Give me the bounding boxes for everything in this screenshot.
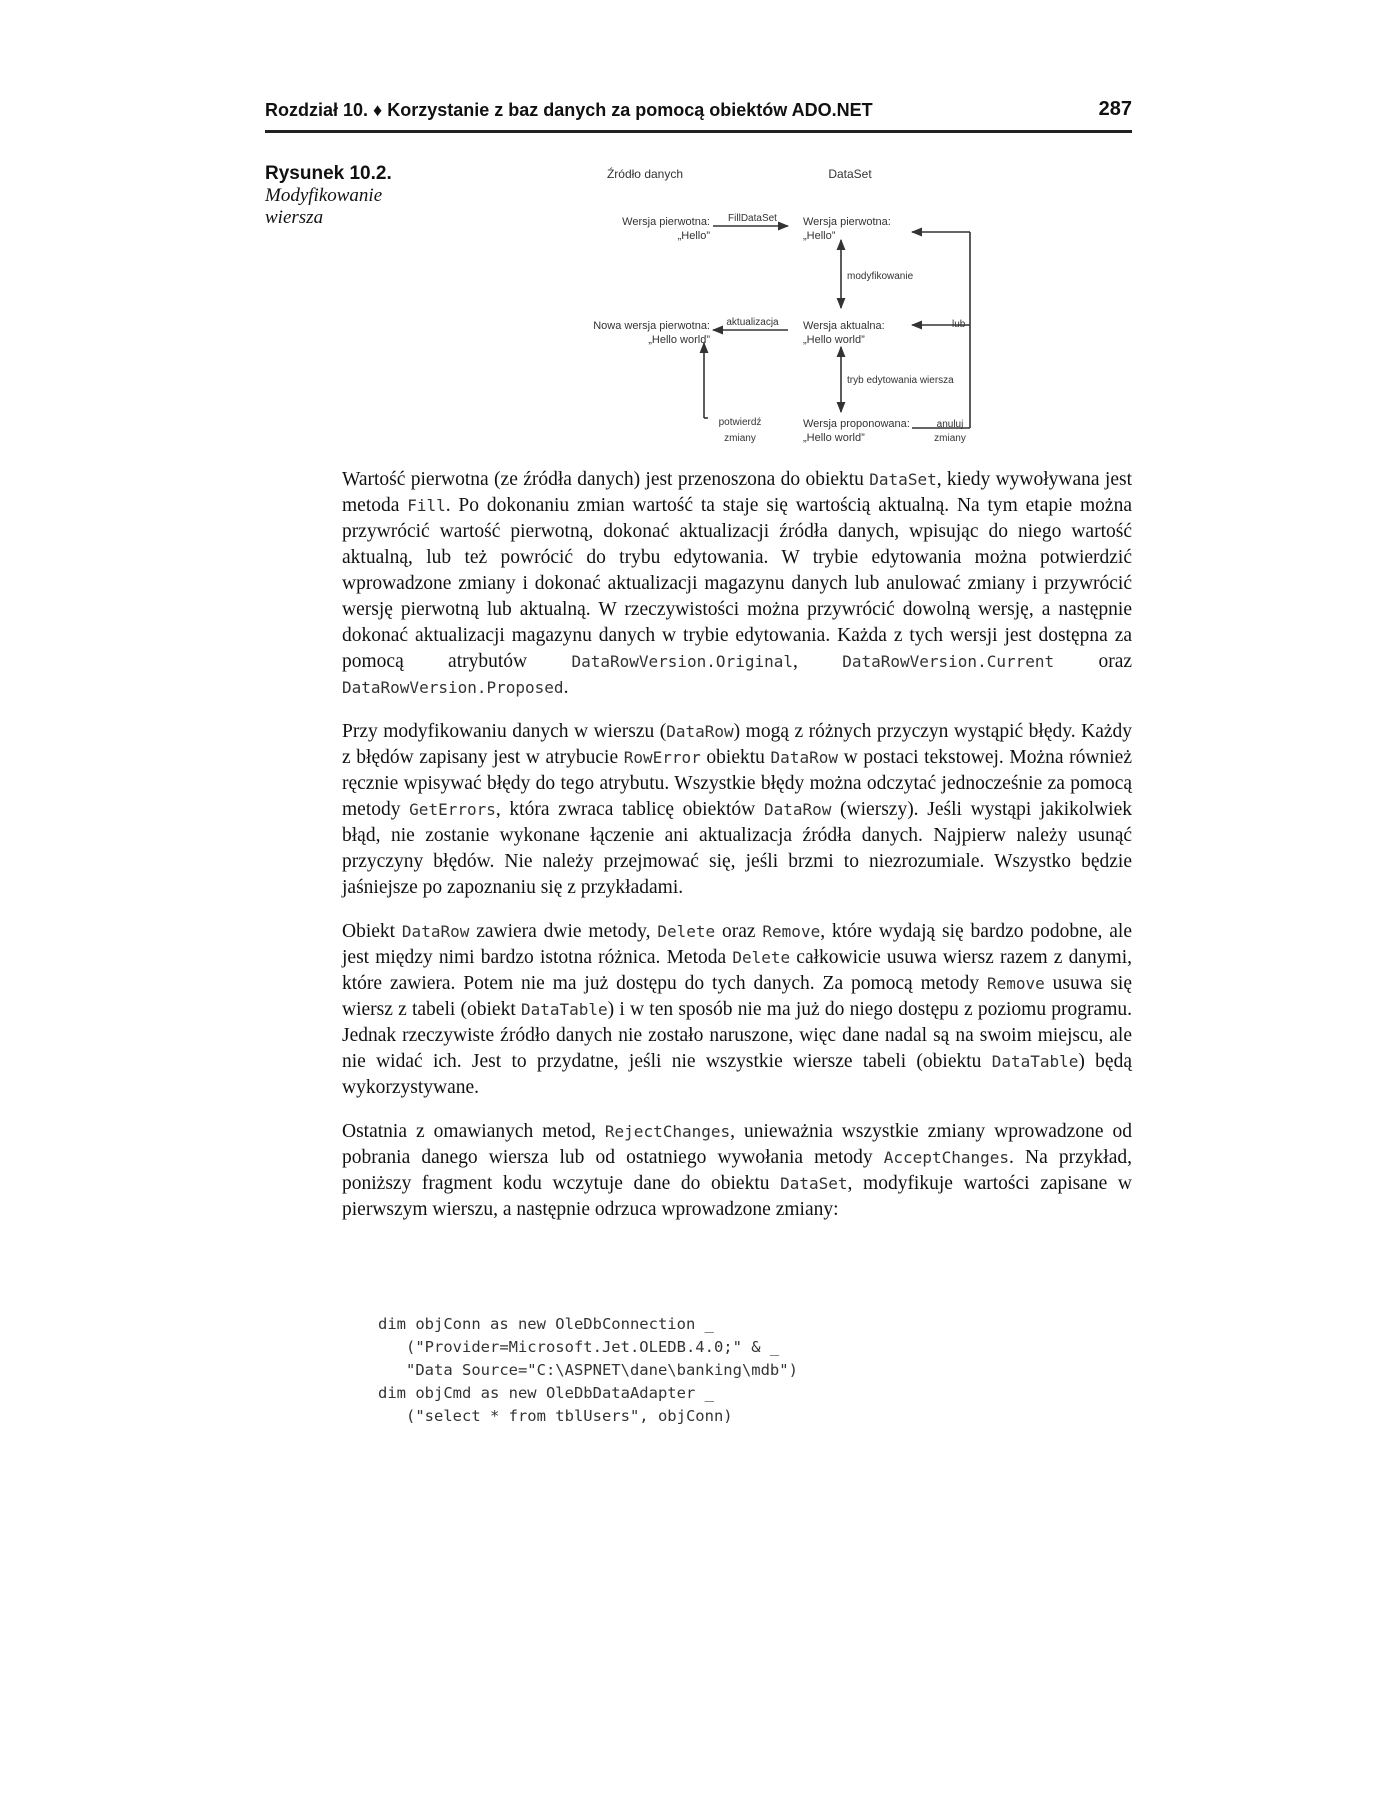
paragraph-4 [342,1119,1132,1223]
inline-code: DataRow [666,722,734,741]
text-run: oraz [715,921,763,942]
code-line: ("Provider=Microsoft.Jet.OLEDB.4.0;" & _ [378,1338,780,1356]
inline-code: Remove [986,974,1045,993]
inline-code: RejectChanges [604,1122,731,1141]
confirm-label-2: zmiany [724,433,756,444]
running-header [265,98,1132,133]
page-number: 287 [1098,98,1132,120]
figure-title: Modyfikowanie wiersza [265,185,383,228]
update-label: aktualizacja [726,317,779,328]
source-new-label: Nowa wersja pierwotna: [593,320,710,332]
text-run: . Po dokonaniu zmian wartość ta staje się wartością aktualną. Na tym etapie można przywrócić wartość pierwotną, dokonać aktualizacji źródła danych, wpisując do niego wartość aktualną, lub też powrócić do trybu edytowania. W trybie edytowania można potwierdzić wprowadzone zmiany i dokonać aktualizacji magazynu danych lub anulować zmiany i przywrócić wersję pierwotną lub aktualną. W rzeczywistości można przywrócić dowolną wersję, a następnie dokonać aktualizacji magazynu danych w trybie edytowania. Każda z tych wersji jest dostępna za pomocą atrybutów [342,495,1132,672]
text-run: Obiekt [342,921,402,942]
modify-label: modyfikowanie [847,271,914,282]
figure-number: Rysunek 10.2. [265,163,392,184]
body-text [342,467,1132,1241]
text-run: . [563,677,569,698]
text-run: oraz [1054,651,1132,672]
code-listing [378,1313,798,1428]
chapter-title: Rozdział 10. ♦ Korzystanie z baz danych za pomocą obiektów ADO.NET [265,100,873,120]
dataset-original-label: Wersja pierwotna: [803,216,891,228]
edit-mode-label: tryb edytowania wiersza [847,375,954,386]
inline-code: Fill [407,496,446,515]
dataset-current-label: Wersja aktualna: [803,320,885,332]
dataset-proposed-label: Wersja proponowana: [803,418,910,430]
source-original-label: Wersja pierwotna: [622,216,710,228]
figure-caption [265,163,425,229]
dataset-current-value: „Hello world” [803,334,865,346]
dataset-proposed-value: „Hello world” [803,432,865,444]
row-modification-diagram [560,160,1000,460]
code-line: dim objCmd as new OleDbDataAdapter _ [378,1384,714,1402]
code-line: ("select * from tblUsers", objConn) [378,1407,733,1425]
paragraph-3 [342,919,1132,1101]
text-run: ) i w ten sposób nie ma już do niego dostępu z poziomu programu. Jednak rzeczywiste źródło danych nie zostało naruszone, więc dane nadal są na swoim miejscu, ale nie widać ich. Jest to przydatne, jeśli nie wszystkie wiersze tabeli (obiektu [342,999,1132,1072]
text-run: ) mogą z różnych przyczyn wystąpić błędy. Każdy z błędów zapisany jest w atrybucie [342,721,1133,768]
text-run: usuwa się wiersz z tabeli (obiekt [342,973,1132,1020]
inline-code: Delete [732,948,791,967]
paragraph-1 [342,467,1132,701]
inline-code: DataTable [991,1052,1079,1071]
text-run: Ostatnia z omawianych metod, [342,1121,605,1142]
inline-code: DataRow [770,748,838,767]
fill-label: FillDataSet [728,213,777,224]
source-new-value: „Hello world” [648,334,710,346]
text-run: , unieważnia wszystkie zmiany wprowadzone od pobrania danego wiersza lub od ostatniego wywołania metody [342,1121,1132,1168]
inline-code: DataRowVersion.Original [571,652,793,671]
dataset-column-header: DataSet [828,167,872,181]
text-run: , [793,651,843,672]
text-run: , która zwraca tablicę obiektów [495,799,764,820]
cancel-label-1: anuluj [936,419,964,430]
inline-code: DataRowVersion.Current [842,652,1055,671]
inline-code: DataSet [780,1174,848,1193]
text-run: (wierszy). Jeśli wystąpi jakikolwiek błąd, nie zostanie wykonane łączenie ani aktualizacja źródła danych. Najpierw należy usunąć przyczyny błędów. Nie należy przejmować się, jeśli brzmi to niezrozumiale. Wszystko będzie jaśniejsze po zapoznaniu się z przykładami. [342,799,1132,898]
paragraph-2 [342,719,1132,901]
inline-code: DataRow [763,800,832,819]
dataset-original-value: „Hello” [803,230,836,242]
inline-code: DataRowVersion.Proposed [342,678,564,697]
source-column-header: Źródło danych [606,167,684,181]
code-line: dim objConn as new OleDbConnection _ [378,1315,714,1333]
confirm-label-1: potwierdź [718,417,762,428]
source-original-value: „Hello” [677,230,710,242]
text-run: . Na przykład, poniższy fragment kodu wczytuje dane do obiektu [342,1147,1132,1194]
or-label: lub [952,319,966,330]
inline-code: RowError [623,748,701,767]
cancel-label-2: zmiany [934,433,966,444]
text-run: , kiedy wywoływana jest metoda [342,469,1132,516]
text-run: zawiera dwie metody, [469,921,658,942]
diagram-arrows [560,160,1000,460]
inline-code: GetErrors [409,800,496,819]
inline-code: AcceptChanges [883,1148,1010,1167]
code-line: "Data Source="C:\ASPNET\dane\banking\mdb") [378,1361,798,1379]
inline-code: Remove [762,922,821,941]
text-run: ) będą wykorzystywane. [342,1051,1132,1098]
inline-code: DataTable [520,1000,608,1019]
text-run: Przy modyfikowaniu danych w wierszu ( [342,721,667,742]
inline-code: Delete [657,922,716,941]
inline-code: DataSet [869,470,937,489]
text-run: całkowicie usuwa wiersz razem z danymi, które zawiera. Potem nie ma już dostępu do tych danych. Za pomocą metody [342,947,1132,994]
text-run: Wartość pierwotna (ze źródła danych) jest przenoszona do obiektu [342,469,870,490]
text-run: obiektu [700,747,771,768]
text-run: w postaci tekstowej. Można również ręcznie wpisywać błędy do tego atrybutu. Wszystkie błędy można odczytać jednocześnie za pomocą metody [342,747,1132,820]
text-run: , modyfikuje wartości zapisane w pierwszym wierszu, a następnie odrzuca wprowadzone zmiany: [342,1173,1133,1220]
text-run: , które wydają się bardzo podobne, ale jest między nimi bardzo istotna różnica. Metoda [342,921,1132,968]
inline-code: DataRow [401,922,470,941]
